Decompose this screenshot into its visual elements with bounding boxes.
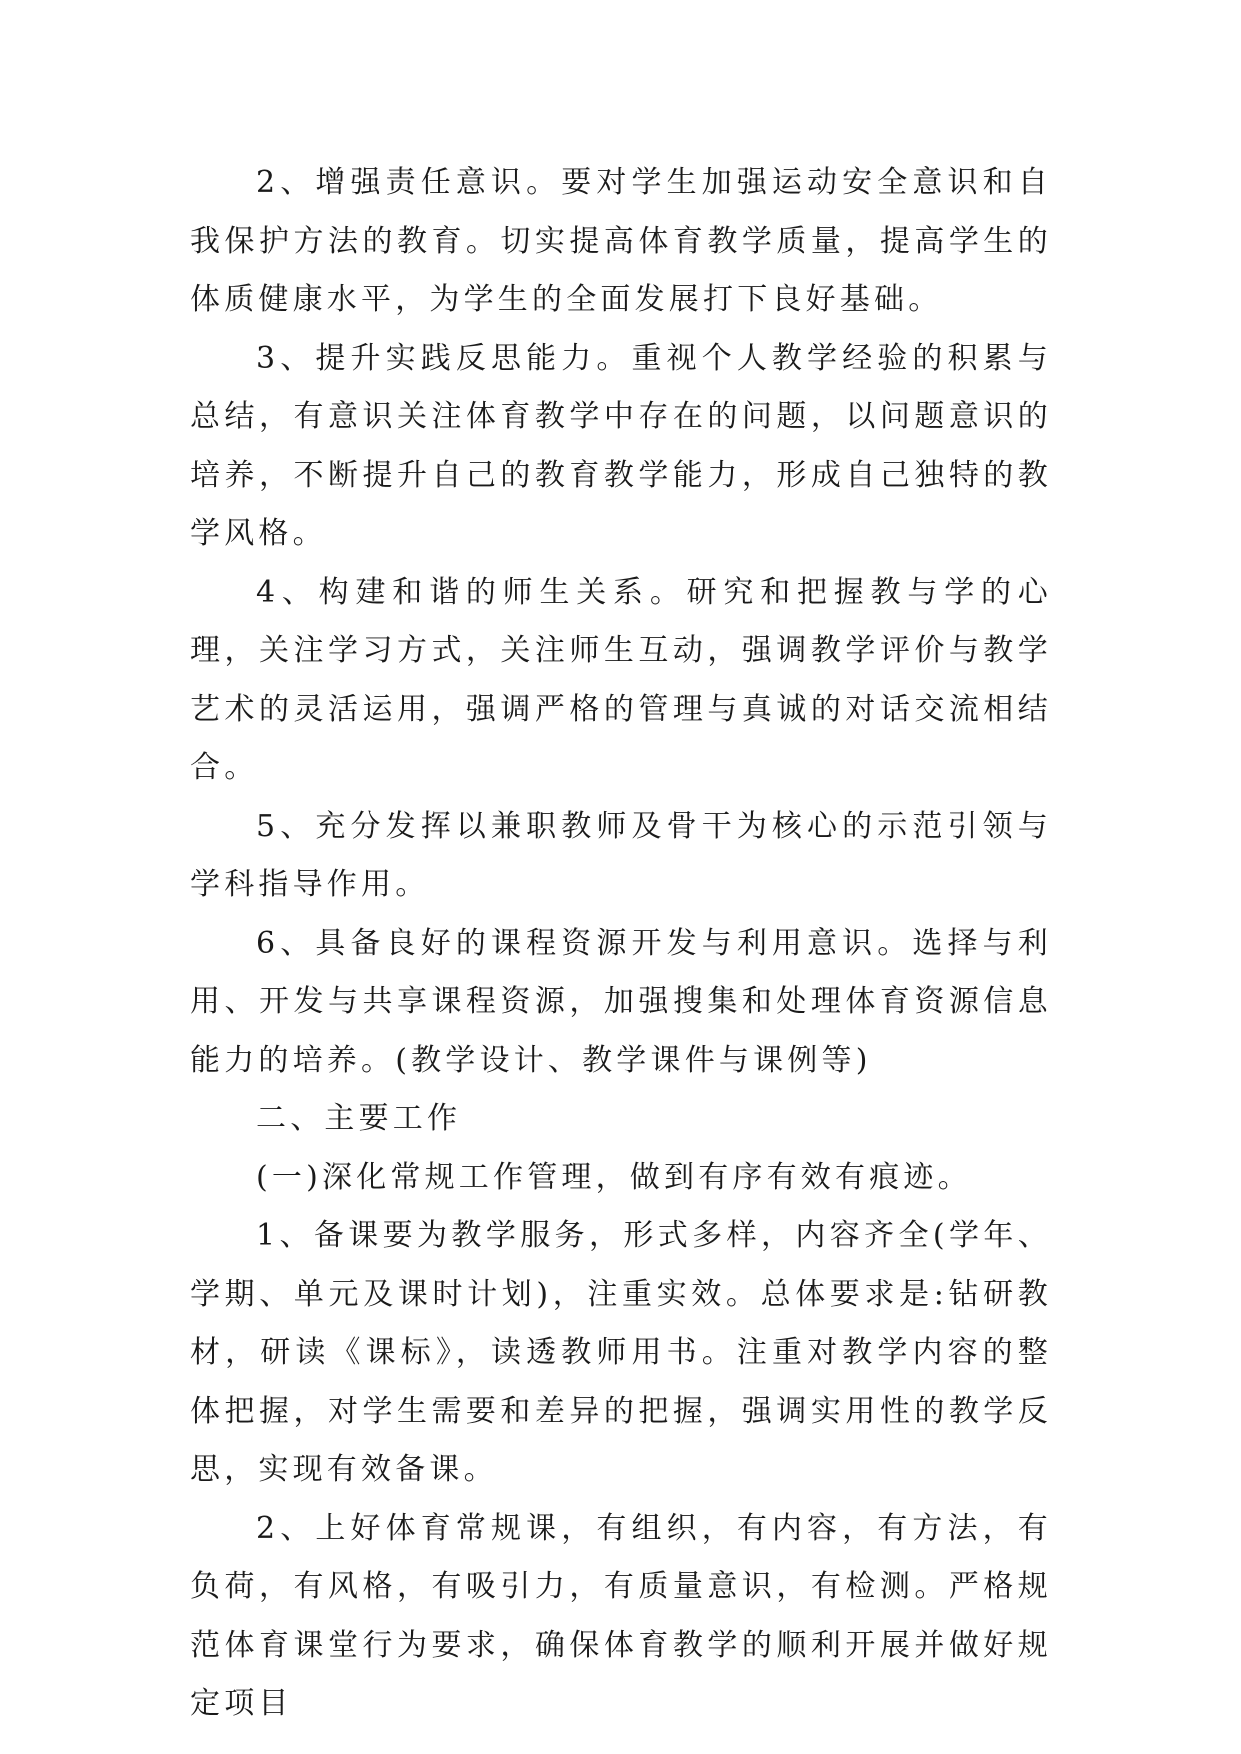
subsection-heading-routine: (一)深化常规工作管理，做到有序有效有痕迹。	[256, 1159, 972, 1195]
document-page	[190, 154, 1052, 1734]
paragraph-resources: 6、具备良好的课程资源开发与利用意识。选择与利用、开发与共享课程资源，加强搜集和处理体育资源信息能力的培养。(教学设计、教学课件与课例等)	[190, 925, 1052, 1078]
paragraph-lesson-prep: 1、备课要为教学服务，形式多样，内容齐全(学年、学期、单元及课时计划)，注重实效。总体要求是:钻研教材，研读《课标》，读透教师用书。注重对教学内容的整体把握，对学生需要和差异的把握，强调实用性的教学反思，实现有效备课。	[190, 1218, 1052, 1487]
paragraph-leadership: 5、充分发挥以兼职教师及骨干为核心的示范引领与学科指导作用。	[190, 808, 1052, 902]
section-heading-main-work: 二、主要工作	[256, 1101, 462, 1136]
paragraph-responsibility: 2、增强责任意识。要对学生加强运动安全意识和自我保护方法的教育。切实提高体育教学质量，提高学生的体质健康水平，为学生的全面发展打下良好基础。	[190, 165, 1052, 317]
paragraph-pe-class: 2、上好体育常规课，有组织，有内容，有方法，有负荷，有风格，有吸引力，有质量意识，有检测。严格规范体育课堂行为要求，确保体育教学的顺利开展并做好规定项目	[190, 1510, 1052, 1721]
paragraph-reflection: 3、提升实践反思能力。重视个人教学经验的积累与总结，有意识关注体育教学中存在的问题，以问题意识的培养，不断提升自己的教育教学能力，形成自己独特的教学风格。	[190, 340, 1052, 551]
paragraph-relationship: 4、构建和谐的师生关系。研究和把握教与学的心理，关注学习方式，关注师生互动，强调教学评价与教学艺术的灵活运用，强调严格的管理与真诚的对话交流相结合。	[190, 574, 1052, 785]
